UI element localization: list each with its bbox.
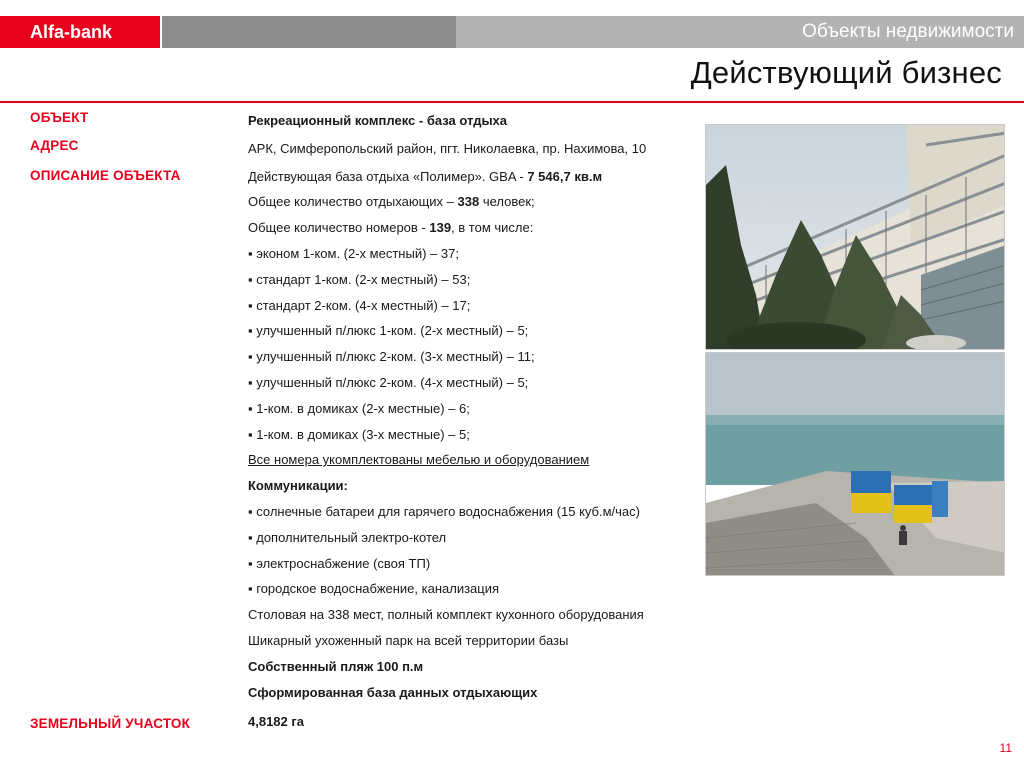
canteen-line: Столовая на 338 мест, полный комплект кухонного оборудования: [248, 607, 644, 623]
communications-title: Коммуникации:: [248, 478, 348, 494]
guests-line: [248, 189, 698, 215]
rooms-count: 139: [429, 220, 452, 236]
title-divider: [0, 101, 1024, 103]
description-intro: [248, 164, 698, 190]
guests-count: 338: [457, 194, 480, 210]
communication-item: ▪ электроснабжение (своя ТП): [248, 551, 698, 577]
database-line: Сформированная база данных отдыхающих: [248, 684, 538, 700]
label-object: ОБЪЕКТ: [30, 110, 89, 125]
room-type-item: ▪ улучшенный п/люкс 1-ком. (2-х местный) – 5;: [248, 318, 698, 344]
gba-value: 7 546,7 кв.м: [527, 168, 603, 184]
furnished-note: Все номера укомплектованы мебелью и оборудованием: [248, 452, 590, 468]
header-bar-light: [456, 16, 1024, 48]
room-type-item: ▪ 1-ком. в домиках (3-х местные) – 5;: [248, 422, 698, 448]
room-type-item: ▪ 1-ком. в домиках (2-х местные) – 6;: [248, 396, 698, 422]
label-description: ОПИСАНИЕ ОБЪЕКТА: [30, 168, 181, 183]
gba-label: Действующая база отдыха «Полимер». GBA -: [248, 168, 528, 184]
header-bar-dark: [162, 16, 456, 48]
room-type-item: ▪ стандарт 1-ком. (2-х местный) – 53;: [248, 267, 698, 293]
beach-line: Собственный пляж 100 п.м: [248, 658, 424, 674]
object-value: Рекреационный комплекс - база отдыха: [248, 113, 508, 128]
top-bar: [0, 16, 1024, 48]
guests-label: Общее количество отдыхающих –: [248, 194, 458, 210]
description-column: [248, 108, 698, 705]
rooms-label: Общее количество номеров -: [248, 220, 430, 236]
guests-unit: человек;: [479, 194, 535, 210]
label-address: АДРЕС: [30, 138, 79, 153]
communication-item: ▪ городское водоснабжение, канализация: [248, 576, 698, 602]
rooms-line: [248, 215, 698, 241]
room-type-item: ▪ улучшенный п/люкс 2-ком. (4-х местный) – 5;: [248, 370, 698, 396]
address-value: АРК, Симферопольский район, пгт. Николаевка, пр. Нахимова, 10: [248, 140, 647, 156]
section-title: Объекты недвижимости: [802, 21, 1014, 42]
label-land: ЗЕМЕЛЬНЫЙ УЧАСТОК: [30, 716, 191, 731]
communication-item: ▪ дополнительный электро-котел: [248, 525, 698, 551]
room-type-item: ▪ улучшенный п/люкс 2-ком. (3-х местный) – 11;: [248, 344, 698, 370]
land-value: 4,8182 га: [248, 714, 305, 729]
building-photo: [705, 124, 1005, 350]
page-number: 11: [999, 741, 1012, 755]
park-line: Шикарный ухоженный парк на всей территории базы: [248, 632, 569, 648]
communication-item: ▪ солнечные батареи для гарячего водоснабжения (15 куб.м/час): [248, 499, 698, 525]
beach-photo: [705, 352, 1005, 576]
rooms-tail: , в том числе:: [451, 220, 534, 236]
brand-logo: Alfa-bank: [0, 16, 160, 48]
room-type-item: ▪ стандарт 2-ком. (4-х местный) – 17;: [248, 293, 698, 319]
page-title: Действующий бизнес: [690, 55, 1002, 90]
room-type-item: ▪ эконом 1-ком. (2-х местный) – 37;: [248, 241, 698, 267]
